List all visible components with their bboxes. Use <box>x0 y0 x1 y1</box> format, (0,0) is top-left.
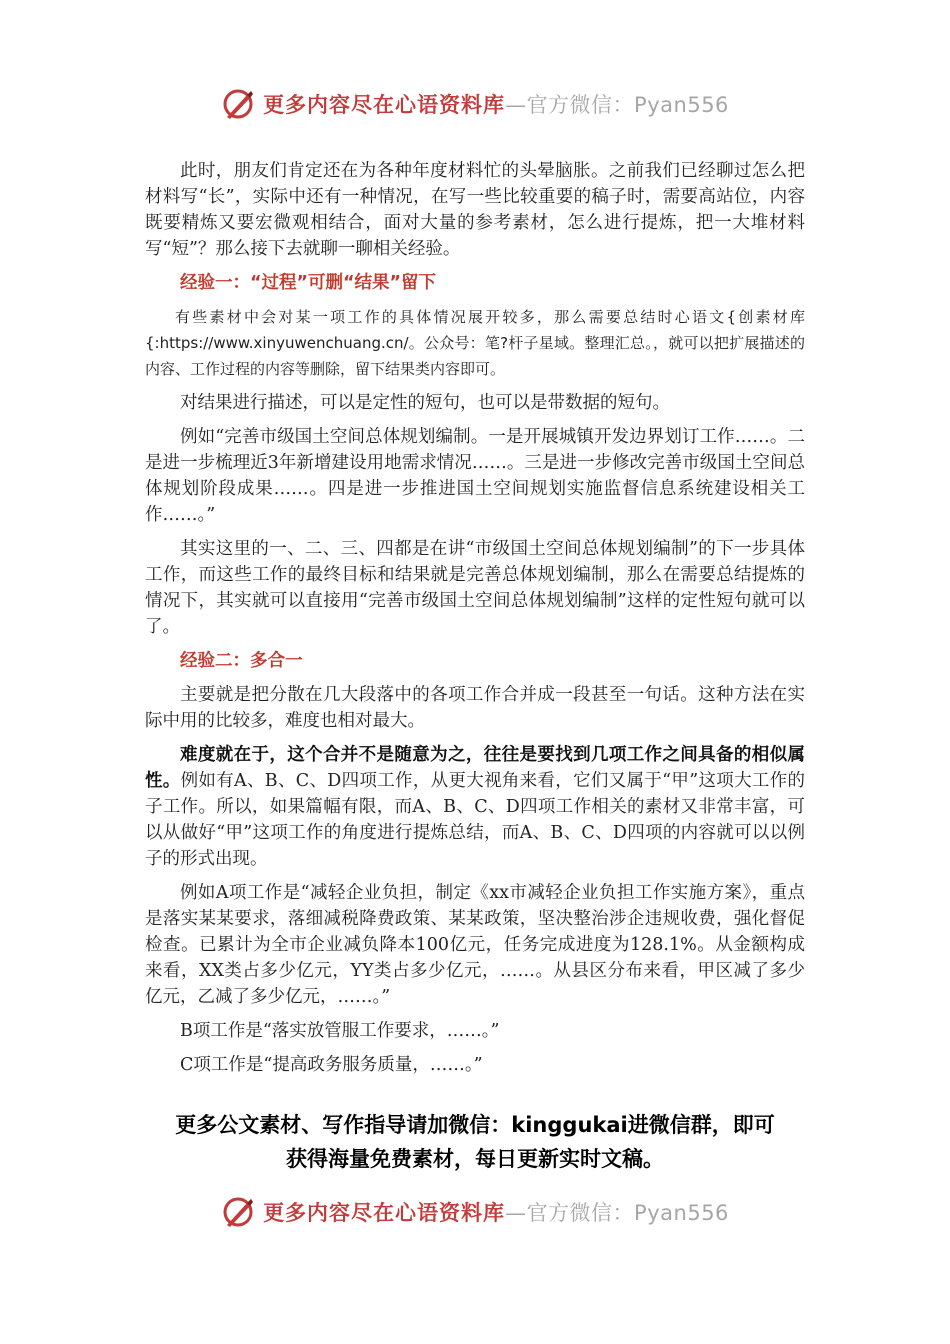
section-heading-2: 经验二：多合一 <box>180 651 303 671</box>
article-body <box>145 158 805 1078</box>
banner-text <box>263 1197 729 1227</box>
paragraph-6-bold: 难度就在于，这个合并不是随意为之，往往是要找到几项工作之间具备的相似属性。 <box>145 745 805 791</box>
banner-brand: 更多内容尽在心语资料库 <box>263 92 506 117</box>
promo-line-1: 更多公文素材、写作指导请加微信：kinggukai进微信群，即可 <box>175 1113 775 1137</box>
banner-separator: — <box>505 1201 527 1225</box>
banner-brand: 更多内容尽在心语资料库 <box>263 1200 506 1225</box>
paragraph-4: 其实这里的一、二、三、四都是在讲“市级国土空间总体规划编制”的下一步具体工作，而这些工作的最终目标和结果就是完善总体规划编制，那么在需要总结提炼的情况下，其实就可以直接用“完善市级国土空间总体规划编制”这样的定性短句就可以了。 <box>145 539 805 637</box>
paragraph-5: 主要就是把分散在几大段落中的各项工作合并成一段甚至一句话。这种方法在实际中用的比较多，难度也相对最大。 <box>145 685 805 731</box>
section-heading-1: 经验一：“过程”可删“结果”留下 <box>180 273 437 293</box>
banner-text <box>263 89 729 119</box>
header-banner <box>0 84 950 124</box>
paragraph-3: 例如“完善市级国土空间总体规划编制。一是开展城镇开发边界划订工作……。二是进一步梳理近3年新增建设用地需求情况……。三是进一步修改完善市级国土空间总体规划阶段成果……。四是进一步推进国土空间规划实施监督信息系统建设相关工作……。” <box>145 427 805 525</box>
banner-separator: — <box>505 93 527 117</box>
paragraph-1: 有些素材中会对某一项工作的具体情况展开较多，那么需要总结时心语文{创素材库{:https://www.xinyuwenchuang.cn/。公众号：笔?杆子星域。整理汇总。，就可以把扩展描述的内容、工作过程的内容等删除，留下结果类内容即可。 <box>145 308 805 378</box>
pen-logo-icon <box>221 87 255 121</box>
paragraph-7: 例如A项工作是“减轻企业负担，制定《xx市减轻企业负担工作实施方案》，重点是落实某某要求，落细减税降费政策、某某政策，坚决整治涉企违规收费，强化督促检查。已累计为全市企业减负降本100亿元，任务完成进度为128.1%。从金额构成来看，XX类占多少亿元，YY类占多少亿元，……。从县区分布来看，甲区减了多少亿元，乙减了多少亿元，……。” <box>145 883 805 1007</box>
promo-line-2: 获得海量免费素材，每日更新实时文稿。 <box>286 1147 664 1171</box>
intro-paragraph: 此时，朋友们肯定还在为各种年度材料忙的头晕脑胀。之前我们已经聊过怎么把材料写“长”，实际中还有一种情况，在写一些比较重要的稿子时，需要高站位，内容既要精炼又要宏微观相结合，面对大量的参考素材，怎么进行提炼，把一大堆材料写“短”？那么接下去就聊一聊相关经验。 <box>145 161 805 259</box>
footer-banner <box>0 1192 950 1232</box>
paragraph-6-rest: 例如有A、B、C、D四项工作，从更大视角来看，它们又属于“甲”这项大工作的子工作。所以，如果篇幅有限，而A、B、C、D四项工作相关的素材又非常丰富，可以从做好“甲”这项工作的角度进行提炼总结，而A、B、C、D四项的内容就可以以例子的形式出现。 <box>145 771 806 869</box>
banner-suffix: 官方微信：Pyan556 <box>526 93 729 117</box>
paragraph-2: 对结果进行描述，可以是定性的短句，也可以是带数据的短句。 <box>180 393 670 413</box>
pen-logo-icon <box>221 1195 255 1229</box>
promo-block <box>110 1108 840 1176</box>
paragraph-8: B项工作是“落实放管服工作要求，……。” <box>180 1021 500 1041</box>
paragraph-9: C项工作是“提高政务服务质量，……。” <box>180 1055 483 1075</box>
banner-suffix: 官方微信：Pyan556 <box>526 1201 729 1225</box>
paragraph-6 <box>145 742 805 872</box>
